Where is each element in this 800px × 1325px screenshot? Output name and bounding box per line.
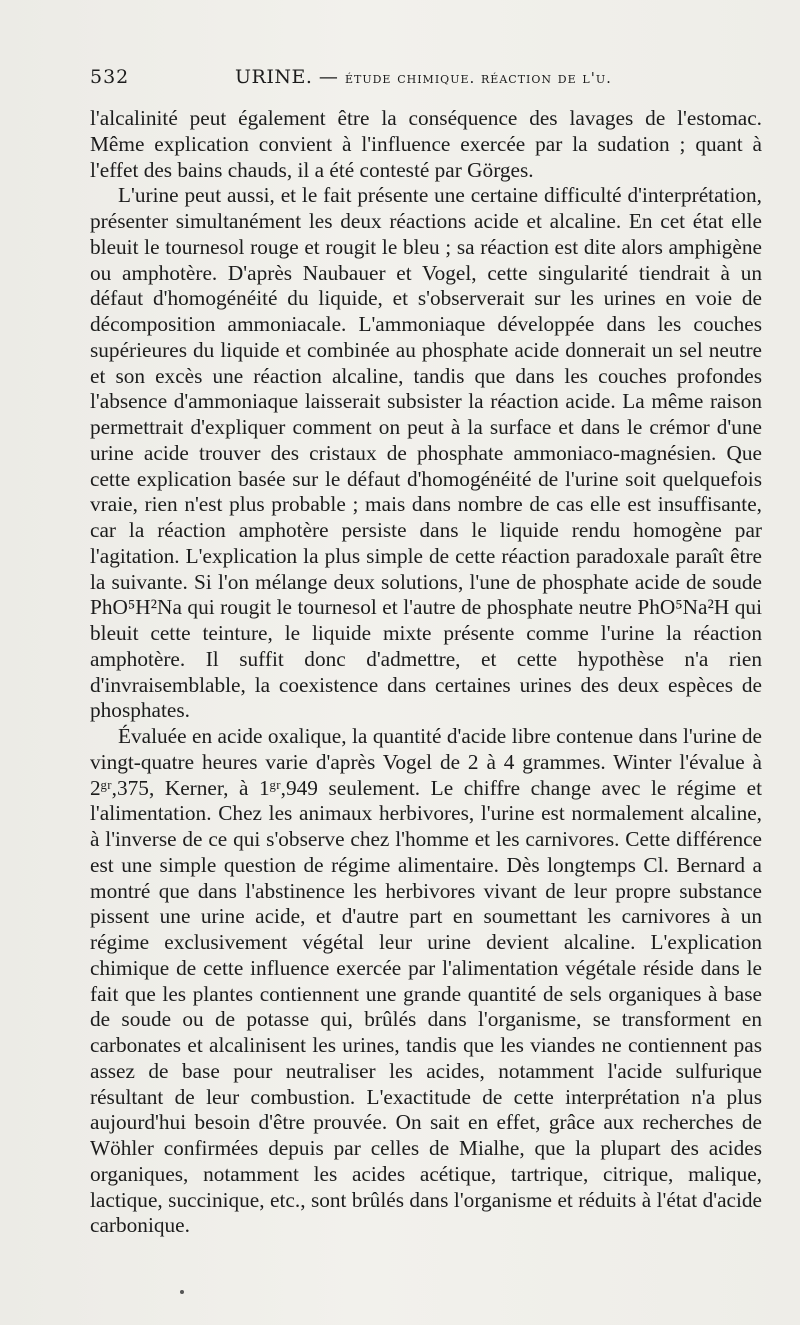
page-number: 532 — [90, 66, 130, 88]
body-text — [90, 106, 762, 1239]
running-title-subtitle: étude chimique. réaction de l'u. — [344, 69, 612, 87]
running-title — [235, 66, 612, 88]
paragraph-free-acid-quantity: Évaluée en acide oxalique, la quantité d'acide libre contenue dans l'urine de vingt-quatre heures varie d'après Vogel de 2 à 4 grammes. Winter l'évalue à 2ᵍʳ,375, Kerner, à 1ᵍʳ,949 seulement. Le chiffre change avec le régime et l'alimentation. Chez les animaux herbivores, l'urine est normalement alcaline, à l'inverse de ce qui s'observe chez l'homme et les carnivores. Cette différence est une simple question de régime alimentaire. Dès longtemps Cl. Bernard a montré que dans l'abstinence les herbivores vivant de leur propre substance pissent une urine acide, et d'autre part en soumettant les carnivores à un régime exclusivement végétal leur urine devient alcaline. L'explication chimique de cette influence exercée par l'alimentation végétale réside dans le fait que les plantes contiennent une grande quantité de sels organiques à base de soude ou de potasse qui, brûlés dans l'organisme, se transforment en carbonates et alcalinisent les urines, tandis que les viandes ne contiennent pas assez de base pour neutraliser les acides, notamment l'acide sulfurique résultant de leur combustion. L'exactitude de cette interprétation n'a plus aujourd'hui besoin d'être prouvée. On sait en effet, grâce aux recherches de Wöhler confirmées depuis par celles de Mialhe, que la plupart des acides organiques, notamment les acides acétique, tartrique, citrique, malique, lactique, succinique, etc., sont brûlés dans l'organisme et réduits à l'état d'acide carbonique. — [90, 724, 762, 1238]
paragraph-continuation: l'alcalinité peut également être la conséquence des lavages de l'estomac. Même explication convient à l'influence exercée par la sudation ; quant à l'effet des bains chauds, il a été contesté par Görges. — [90, 106, 762, 182]
print-speck — [180, 1290, 184, 1294]
running-title-main: URINE. — — [235, 66, 339, 88]
running-head — [90, 66, 720, 92]
paragraph-amphoteric-reaction: L'urine peut aussi, et le fait présente une certaine difficulté d'interprétation, présenter simultanément les deux réactions acide et alcaline. En cet état elle bleuit le tournesol rouge et rougit le bleu ; sa réaction est dite alors amphigène ou amphotère. D'après Naubauer et Vogel, cette singularité tiendrait à un défaut d'homogénéité du liquide, et s'observerait sur les urines en voie de décomposition ammoniacale. L'ammoniaque développée dans les couches supérieures du liquide et combinée au phosphate acide donnerait un sel neutre et son excès une réaction alcaline, tandis que dans les couches profondes l'absence d'ammoniaque laisserait subsister la réaction acide. La même raison permettrait d'expliquer comment on peut à la surface et dans le crémor d'une urine acide trouver des cristaux de phosphate ammoniaco-magnésien. Que cette explication basée sur le défaut d'homogénéité de l'urine soit quelquefois vraie, rien n'est plus probable ; mais dans nombre de cas elle est insuffisante, car la réaction amphotère persiste dans le liquide rendu homogène par l'agitation. L'explication la plus simple de cette réaction paradoxale paraît être la suivante. Si l'on mélange deux solutions, l'une de phosphate acide de soude PhO⁵H²Na qui rougit le tournesol et l'autre de phosphate neutre PhO⁵Na²H qui bleuit cette teinture, le liquide mixte présente comme l'urine la réaction amphotère. Il suffit donc d'admettre, et cette hypothèse n'a rien d'invraisemblable, la coexistence dans certaines urines des deux espèces de phosphates. — [90, 183, 762, 723]
